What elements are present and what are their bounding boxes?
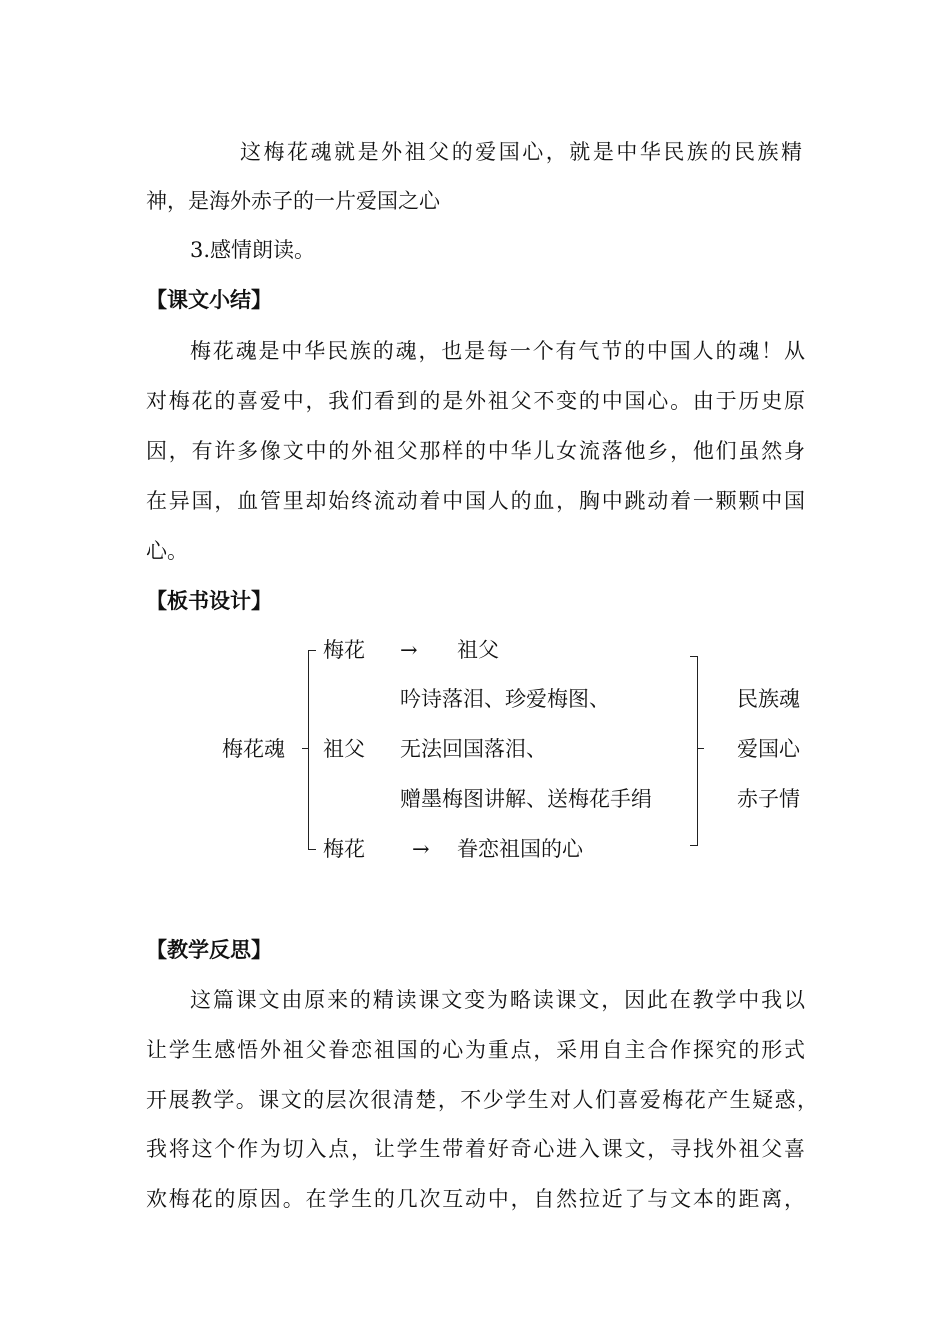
row3-text: 无法回国落泪、 [400, 737, 547, 761]
row5-arrow: → [412, 837, 430, 861]
row2-text: 吟诗落泪、珍爱梅图、 [400, 687, 610, 711]
summary-line-2: 对梅花的喜爱中，我们看到的是外祖父不变的中国心。由于历史原 [146, 389, 805, 413]
row1-right: 祖父 [457, 638, 499, 662]
summary-line-5: 心。 [146, 539, 188, 563]
left-brace [308, 650, 316, 850]
row1-arrow: → [400, 638, 418, 662]
left-brace-tip [302, 748, 308, 749]
reflection-line-5: 欢梅花的原因。在学生的几次互动中，自然拉近了与文本的距离， [146, 1187, 805, 1211]
summary-line-1: 梅花魂是中华民族的魂，也是每一个有气节的中国人的魂！从 [190, 339, 805, 363]
row3-left: 祖父 [323, 737, 365, 761]
reflection-line-1: 这篇课文由原来的精读课文变为略读课文，因此在教学中我以 [190, 988, 805, 1012]
summary-line-4: 在异国，血管里却始终流动着中国人的血，胸中跳动着一颗颗中国 [146, 489, 805, 513]
summary-line-3: 因，有许多像文中的外祖父那样的中华儿女流落他乡，他们虽然身 [146, 439, 805, 463]
intro-line-1: 这梅花魂就是外祖父的爱国心，就是中华民族的民族精 [240, 140, 802, 164]
outcome-1: 民族魂 [737, 687, 800, 711]
reflection-line-3: 开展教学。课文的层次很清楚，不少学生对人们喜爱梅花产生疑惑， [146, 1088, 818, 1112]
row5-left: 梅花 [323, 837, 365, 861]
reflection-line-4: 我将这个作为切入点，让学生带着好奇心进入课文，寻找外祖父喜 [146, 1137, 805, 1161]
right-brace-tip [698, 748, 704, 749]
board-root-label: 梅花魂 [222, 737, 285, 761]
outcome-3: 赤子情 [737, 787, 800, 811]
reflection-line-2: 让学生感悟外祖父眷恋祖国的心为重点，采用自主合作探究的形式 [146, 1038, 805, 1062]
intro-line-2: 神，是海外赤子的一片爱国之心 [146, 189, 440, 213]
right-brace [690, 656, 698, 846]
reflection-heading: 【教学反思】 [146, 937, 272, 962]
board-heading: 【板书设计】 [146, 588, 272, 613]
row5-right: 眷恋祖国的心 [457, 837, 583, 861]
reading-step: 3.感情朗读。 [190, 238, 316, 262]
row1-left: 梅花 [323, 638, 365, 662]
outcome-2: 爱国心 [737, 737, 800, 761]
summary-heading: 【课文小结】 [146, 287, 272, 312]
row4-text: 赠墨梅图讲解、送梅花手绢 [400, 787, 652, 811]
